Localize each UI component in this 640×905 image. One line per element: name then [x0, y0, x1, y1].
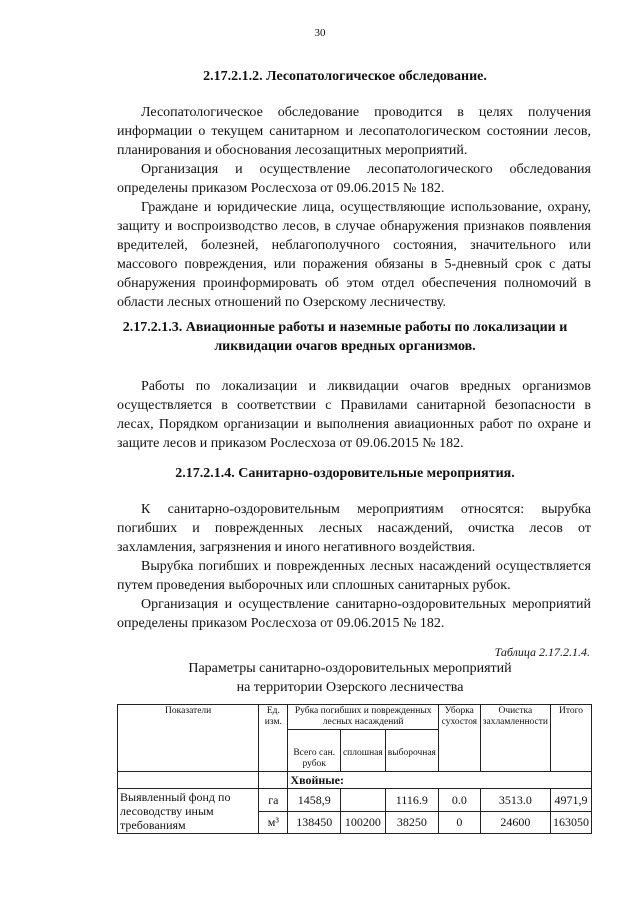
header-total-san: Всего сан. рубок — [288, 730, 341, 772]
table-caption: Таблица 2.17.2.1.4. — [494, 645, 590, 659]
paragraph: Работы по локализации и ликвидации очагов вредных организмов осуществляется в соответствии с Правилами санитарной безопасности в лесах, Порядком организации и выполнения авиационных работ по охране и защите лесов и приказом Рослесхоза от 09.06.2015 № 182. — [117, 379, 591, 451]
row-label: Выявленный фонд по лесоводству иным требованиям — [118, 789, 259, 834]
header-total: Итого — [550, 705, 591, 772]
cell-clearing: 3513.0 — [480, 789, 550, 812]
cell-selective: 1116.9 — [385, 789, 438, 812]
paragraph: Организация и осуществление лесопатологического обследования определены приказом Рослесхоза от 09.06.2015 № 182. — [117, 162, 591, 196]
section-body-lesopatolog — [117, 103, 591, 312]
cell-unit: га — [259, 789, 288, 812]
cell-total-san: 138450 — [288, 811, 341, 834]
cell-selective: 38250 — [385, 811, 438, 834]
section-body-aviation — [117, 377, 591, 453]
cell-total: 4971,9 — [550, 789, 591, 812]
section-heading-lesopatolog: 2.17.2.1.2. Лесопатологическое обследование. — [203, 69, 487, 84]
cell-unit: м³ — [259, 811, 288, 834]
cell-clear — [340, 789, 385, 812]
section-heading-sanitary: 2.17.2.1.4. Санитарно-оздоровительные мероприятия. — [175, 466, 515, 481]
section-body-sanitary — [117, 500, 591, 633]
section-heading-aviation — [95, 318, 595, 356]
header-cleanup: Уборка сухостоя — [438, 705, 480, 772]
header-selective: выборочная — [385, 730, 438, 772]
header-felling: Рубка погибших и поврежденных лесных насаждений — [288, 705, 439, 730]
paragraph: Вырубка погибших и поврежденных лесных насаждений осуществляется путем проведения выборочных или сплошных санитарных рубок. — [117, 559, 591, 593]
heading-line: ликвидации очагов вредных организмов. — [214, 339, 476, 354]
table-title — [140, 659, 560, 697]
table-title-line: Параметры санитарно-оздоровительных мероприятий — [188, 661, 512, 676]
table-section-row — [118, 772, 592, 789]
header-clear: сплошная — [340, 730, 385, 772]
cell-cleanup: 0 — [438, 811, 480, 834]
paragraph: Граждане и юридические лица, осуществляющие использование, охрану, защиту и воспроизводство лесов, в случае обнаружения признаков появления вредителей, болезней, неблагополучного состояния, значительного или массового повреждения, или поражения обязаны в 5-дневный срок с даты обнаружения проинформировать об этом отдел обеспечения полномочий в области лесных отношений по Озерскому лесничеству. — [117, 200, 591, 310]
cell-total: 163050 — [550, 811, 591, 834]
cell-clearing: 24600 — [480, 811, 550, 834]
header-clearing: Очистка захламленности — [480, 705, 550, 772]
page-number: 30 — [314, 27, 326, 39]
section-label: Хвойные: — [288, 772, 592, 789]
paragraph: Организация и осуществление санитарно-оздоровительных мероприятий определены приказом Рослесхоза от 09.06.2015 № 182. — [117, 597, 591, 631]
paragraph: Лесопатологическое обследование проводится в целях получения информации о текущем санитарном и лесопатологическом состоянии лесов, планирования и обоснования лесозащитных мероприятий. — [117, 105, 591, 158]
parameters-table — [117, 704, 592, 834]
cell-clear: 100200 — [340, 811, 385, 834]
cell-total-san: 1458,9 — [288, 789, 341, 812]
header-indicator: Показатели — [118, 705, 259, 772]
heading-line: 2.17.2.1.3. Авиационные работы и наземные работы по локализации и — [122, 320, 568, 335]
header-unit: Ед. изм. — [259, 705, 288, 772]
table-title-line: на территории Озерского лесничества — [236, 680, 464, 695]
cell-cleanup: 0.0 — [438, 789, 480, 812]
paragraph: К санитарно-оздоровительным мероприятиям относятся: вырубка погибших и поврежденных лесных насаждений, очистка лесов от захламления, загрязнения и иного негативного воздействия. — [117, 502, 591, 555]
table-header-row — [118, 705, 592, 730]
table-row — [118, 789, 592, 812]
